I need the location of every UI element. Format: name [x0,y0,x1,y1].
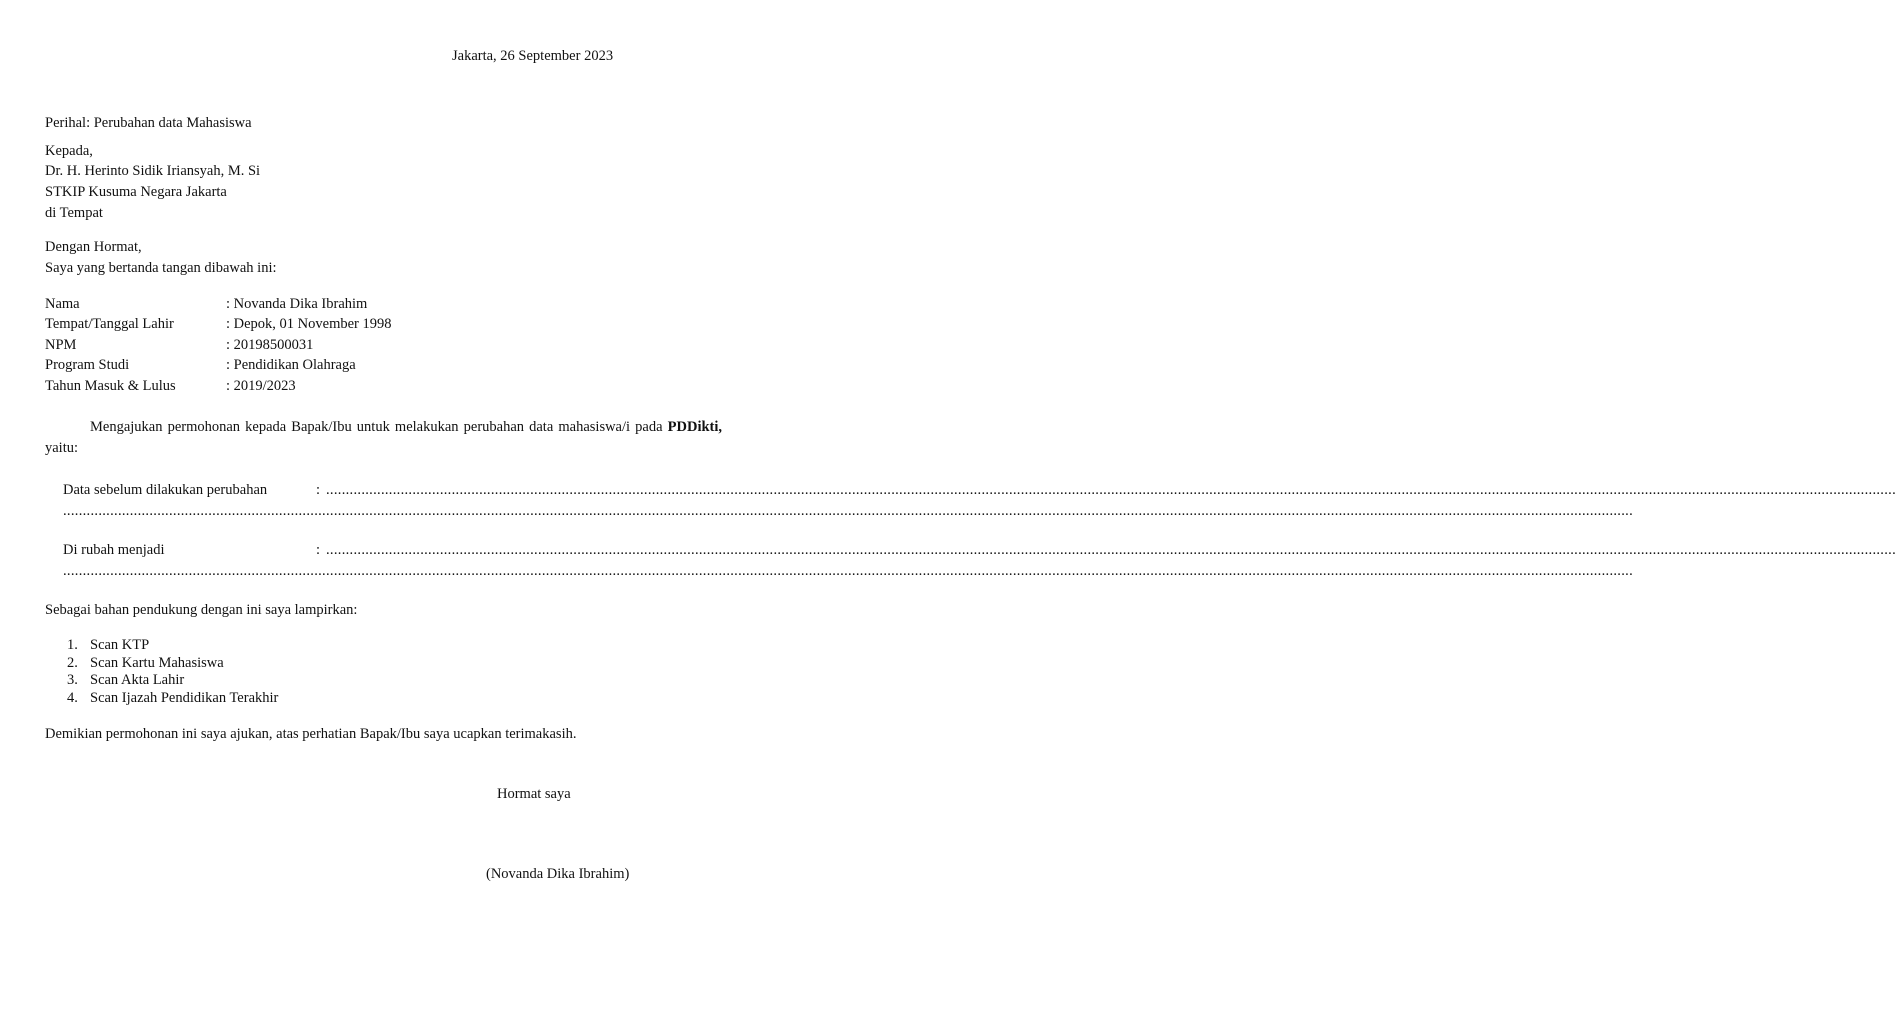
attachments-intro: Sebagai bahan pendukung dengan ini saya lampirkan: [45,602,358,618]
fill-in-dots: ................................................................................................................................................................................................................................................................................................................................................................................................................ [326,482,1896,498]
field-label: Data sebelum dilakukan perubahan [63,482,268,498]
request-paragraph [45,417,722,459]
identity-value: : Pendidikan Olahraga [226,357,356,373]
list-item: Scan Kartu Mahasiswa [90,655,224,671]
list-number: 4. [67,690,78,706]
field-colon: : [316,482,321,498]
request-bold-term: PDDikti, [667,419,723,435]
list-item: Scan Akta Lahir [90,672,185,688]
identity-label: Tahun Masuk & Lulus [45,378,176,394]
identity-label: Tempat/Tanggal Lahir [45,316,174,332]
list-number: 2. [67,655,78,671]
request-text-tail: yaitu: [45,440,79,456]
recipient-place: di Tempat [45,205,103,221]
fill-in-dots: ................................................................................................................................................................................................................................................................................................................................................................................................................ [326,542,1896,558]
signatory-name: (Novanda Dika Ibrahim) [486,866,630,882]
recipient-institution: STKIP Kusuma Negara Jakarta [45,184,227,200]
list-number: 1. [67,637,78,653]
identity-label: Nama [45,296,80,312]
identity-value: : 20198500031 [226,337,314,353]
intro-line: Saya yang bertanda tangan dibawah ini: [45,260,277,276]
fill-in-dots: ................................................................................................................................................................................................................................................................................................................................................................................................................ [63,563,1633,579]
identity-label: Program Studi [45,357,130,373]
list-item: Scan Ijazah Pendidikan Terakhir [90,690,279,706]
subject-line: Perihal: Perubahan data Mahasiswa [45,115,252,131]
list-item: Scan KTP [90,637,150,653]
list-number: 3. [67,672,78,688]
identity-value: : Novanda Dika Ibrahim [226,296,368,312]
closing-paragraph: Demikian permohonan ini saya ajukan, atas perhatian Bapak/Ibu saya ucapkan terimakasih. [45,726,577,742]
field-label: Di rubah menjadi [63,542,165,558]
signoff: Hormat saya [497,786,571,802]
identity-value: : Depok, 01 November 1998 [226,316,392,332]
date-line: Jakarta, 26 September 2023 [452,48,614,64]
fill-in-dots: ................................................................................................................................................................................................................................................................................................................................................................................................................ [63,503,1633,519]
identity-value: : 2019/2023 [226,378,296,394]
recipient-name: Dr. H. Herinto Sidik Iriansyah, M. Si [45,163,261,179]
identity-label: NPM [45,337,77,353]
greeting: Dengan Hormat, [45,239,142,255]
field-colon: : [316,542,321,558]
recipient-salutation: Kepada, [45,143,93,159]
request-text: Mengajukan permohonan kepada Bapak/Ibu untuk melakukan perubahan data mahasiswa/i pada [90,419,663,435]
